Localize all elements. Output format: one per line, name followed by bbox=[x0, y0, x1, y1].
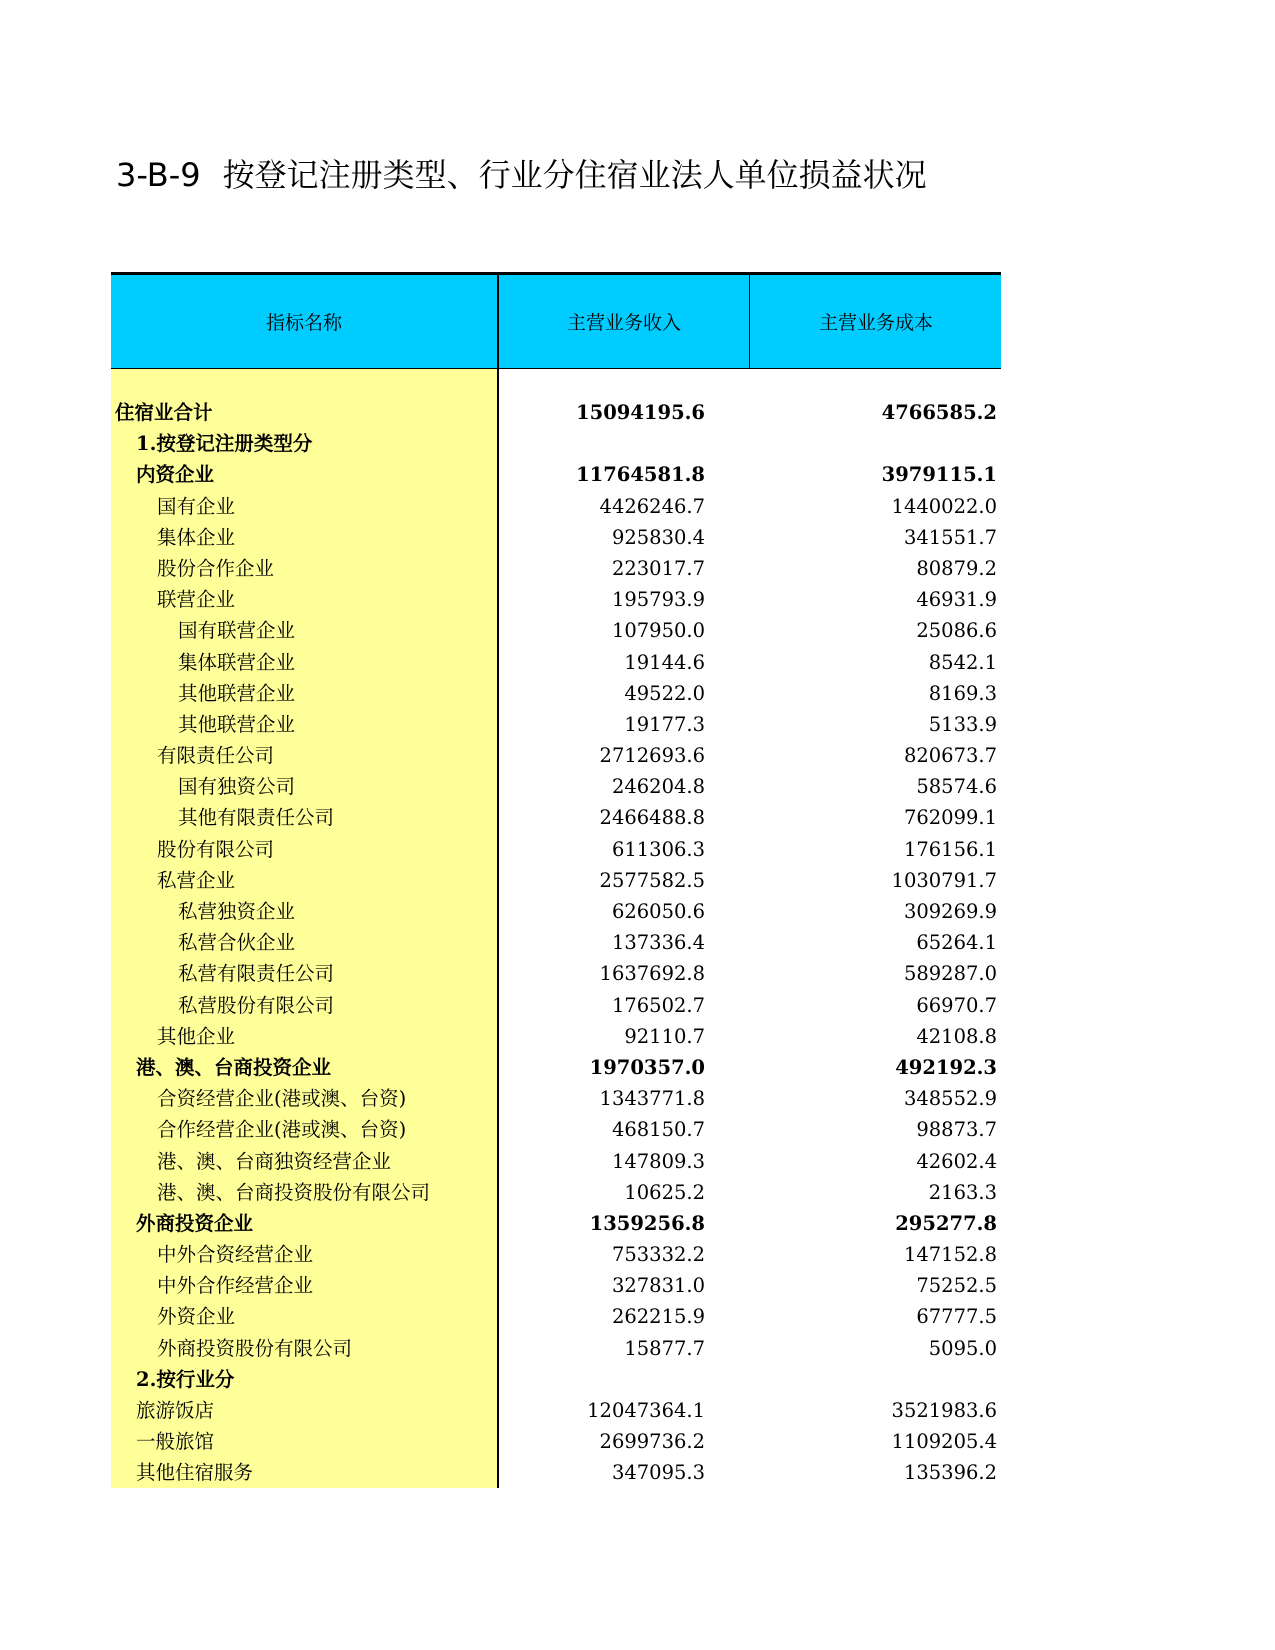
row-label: 旅游饭店 bbox=[136, 1399, 215, 1422]
table-row bbox=[111, 740, 1001, 771]
table-row bbox=[111, 896, 1001, 927]
table-row bbox=[111, 1114, 1001, 1145]
row-label: 港、澳、台商独资经营企业 bbox=[157, 1149, 392, 1173]
row-label: 合作经营企业(港或澳、台资) bbox=[157, 1118, 407, 1142]
main-revenue-value: 347095.3 bbox=[611, 1461, 705, 1485]
main-cost-value: 309269.9 bbox=[903, 900, 997, 923]
main-revenue-value: 15877.7 bbox=[624, 1336, 705, 1360]
row-label: 其他联营企业 bbox=[178, 712, 296, 736]
row-label: 合资经营企业(港或澳、台资) bbox=[157, 1087, 407, 1111]
table-row bbox=[111, 834, 1001, 865]
main-revenue-value: 195793.9 bbox=[611, 588, 705, 612]
table-row bbox=[111, 927, 1001, 958]
main-cost-value: 135396.2 bbox=[903, 1461, 997, 1485]
table-row bbox=[111, 615, 1001, 646]
table-row bbox=[111, 865, 1001, 896]
row-label: 内资企业 bbox=[136, 463, 215, 487]
table-row bbox=[111, 771, 1001, 802]
main-revenue-value: 107950.0 bbox=[611, 619, 705, 643]
table-row bbox=[111, 1052, 1001, 1083]
main-revenue-value: 12047364.1 bbox=[587, 1399, 705, 1422]
main-revenue-value: 1637692.8 bbox=[599, 962, 705, 986]
table-row bbox=[111, 1021, 1001, 1052]
row-label: 私营企业 bbox=[157, 868, 236, 892]
header-main-revenue: 主营业务收入 bbox=[566, 312, 681, 334]
row-label: 其他联营企业 bbox=[178, 681, 296, 705]
table-row bbox=[111, 802, 1001, 833]
table-row bbox=[111, 584, 1001, 615]
main-revenue-value: 92110.7 bbox=[624, 1024, 705, 1048]
row-label: 1.按登记注册类型分 bbox=[136, 432, 313, 456]
row-label: 国有企业 bbox=[157, 494, 236, 518]
table-row bbox=[111, 1270, 1001, 1301]
row-label: 股份有限公司 bbox=[157, 837, 275, 861]
table-row bbox=[111, 1301, 1001, 1332]
main-cost-value: 25086.6 bbox=[916, 619, 997, 643]
main-cost-value: 3521983.6 bbox=[891, 1399, 997, 1422]
main-revenue-value: 49522.0 bbox=[624, 681, 705, 705]
main-revenue-value: 176502.7 bbox=[611, 993, 705, 1017]
main-cost-value: 341551.7 bbox=[903, 525, 997, 549]
header-indicator-name: 指标名称 bbox=[265, 312, 342, 334]
main-cost-value: 1440022.0 bbox=[891, 494, 997, 518]
table-row bbox=[111, 1364, 1001, 1395]
table-row bbox=[111, 1177, 1001, 1208]
main-cost-value: 8542.1 bbox=[928, 650, 997, 674]
main-cost-value: 348552.9 bbox=[903, 1087, 997, 1111]
row-label: 有限责任公司 bbox=[157, 744, 275, 768]
row-label: 其他企业 bbox=[157, 1024, 236, 1048]
table-body bbox=[111, 397, 1001, 1489]
main-revenue-value: 19177.3 bbox=[624, 712, 705, 736]
row-label: 联营企业 bbox=[157, 588, 236, 612]
main-cost-value: 147152.8 bbox=[903, 1243, 997, 1267]
table-title-text: 按登记注册类型、行业分住宿业法人单位损益状况 bbox=[222, 156, 927, 194]
table-row bbox=[111, 958, 1001, 989]
table-row bbox=[111, 522, 1001, 553]
main-cost-value: 589287.0 bbox=[903, 962, 997, 986]
table-row bbox=[111, 990, 1001, 1021]
table-row bbox=[111, 1426, 1001, 1457]
row-label: 私营合伙企业 bbox=[178, 931, 296, 955]
table-row bbox=[111, 1208, 1001, 1239]
main-cost-value: 1109205.4 bbox=[891, 1430, 997, 1454]
main-revenue-value: 2577582.5 bbox=[599, 868, 705, 892]
main-revenue-value: 262215.9 bbox=[611, 1305, 705, 1329]
row-label: 集体企业 bbox=[157, 525, 236, 549]
row-label: 其他有限责任公司 bbox=[178, 806, 335, 830]
table-header bbox=[111, 275, 1001, 369]
main-cost-value: 5133.9 bbox=[928, 712, 997, 736]
main-cost-value: 762099.1 bbox=[903, 806, 997, 830]
main-cost-value: 65264.1 bbox=[916, 931, 997, 955]
row-label: 2.按行业分 bbox=[136, 1367, 235, 1391]
table-row bbox=[111, 1239, 1001, 1270]
table-row bbox=[111, 553, 1001, 584]
main-revenue-value: 2712693.6 bbox=[599, 744, 705, 768]
main-cost-value: 75252.5 bbox=[916, 1274, 997, 1298]
main-cost-value: 42108.8 bbox=[916, 1024, 997, 1048]
main-revenue-value: 11764581.8 bbox=[576, 463, 705, 487]
main-revenue-value: 4426246.7 bbox=[599, 494, 705, 518]
main-cost-value: 4766585.2 bbox=[881, 401, 997, 424]
row-label: 中外合资经营企业 bbox=[157, 1243, 314, 1267]
row-label: 外商投资企业 bbox=[136, 1211, 254, 1235]
main-cost-value: 8169.3 bbox=[928, 681, 997, 705]
table-row bbox=[111, 1083, 1001, 1114]
header-divider bbox=[749, 275, 750, 368]
table-row bbox=[111, 1395, 1001, 1426]
table-row bbox=[111, 678, 1001, 709]
data-table bbox=[111, 272, 1001, 1488]
row-label: 其他住宿服务 bbox=[136, 1461, 254, 1485]
row-label: 私营有限责任公司 bbox=[178, 962, 335, 986]
main-revenue-value: 15094195.6 bbox=[576, 401, 705, 424]
main-revenue-value: 2699736.2 bbox=[599, 1430, 705, 1454]
row-label: 私营独资企业 bbox=[178, 900, 296, 923]
table-row bbox=[111, 397, 1001, 428]
main-revenue-value: 753332.2 bbox=[611, 1243, 705, 1267]
main-revenue-value: 1343771.8 bbox=[599, 1087, 705, 1111]
row-label: 外资企业 bbox=[157, 1305, 236, 1329]
main-revenue-value: 468150.7 bbox=[611, 1118, 705, 1142]
main-revenue-value: 19144.6 bbox=[624, 650, 705, 674]
main-revenue-value: 1359256.8 bbox=[589, 1211, 705, 1235]
main-revenue-value: 223017.7 bbox=[611, 556, 705, 580]
row-label: 港、澳、台商投资企业 bbox=[136, 1055, 332, 1079]
row-label: 国有联营企业 bbox=[178, 619, 296, 643]
row-label: 国有独资公司 bbox=[178, 775, 296, 799]
main-cost-value: 492192.3 bbox=[895, 1055, 997, 1079]
table-row bbox=[111, 1457, 1001, 1488]
main-cost-value: 2163.3 bbox=[928, 1180, 997, 1204]
row-label: 私营股份有限公司 bbox=[178, 993, 335, 1017]
main-cost-value: 820673.7 bbox=[903, 744, 997, 768]
main-cost-value: 46931.9 bbox=[916, 588, 997, 612]
main-revenue-value: 1970357.0 bbox=[589, 1055, 705, 1079]
main-cost-value: 1030791.7 bbox=[891, 868, 997, 892]
main-cost-value: 176156.1 bbox=[903, 837, 997, 861]
main-revenue-value: 137336.4 bbox=[611, 931, 705, 955]
main-cost-value: 80879.2 bbox=[916, 556, 997, 580]
page-title bbox=[116, 150, 927, 196]
table-row bbox=[111, 709, 1001, 740]
header-main-cost: 主营业务成本 bbox=[818, 312, 933, 334]
main-cost-value: 66970.7 bbox=[916, 993, 997, 1017]
table-row bbox=[111, 1146, 1001, 1177]
table-code: 3-B-9 bbox=[116, 156, 201, 194]
table-row bbox=[111, 428, 1001, 459]
row-label: 股份合作企业 bbox=[157, 556, 275, 580]
main-cost-value: 5095.0 bbox=[928, 1336, 997, 1360]
main-cost-value: 3979115.1 bbox=[881, 463, 997, 487]
table-row bbox=[111, 647, 1001, 678]
row-label: 港、澳、台商投资股份有限公司 bbox=[157, 1180, 431, 1204]
main-cost-value: 295277.8 bbox=[895, 1211, 997, 1235]
main-revenue-value: 147809.3 bbox=[611, 1149, 705, 1173]
table-row bbox=[111, 459, 1001, 490]
row-label: 住宿业合计 bbox=[115, 401, 213, 424]
main-revenue-value: 2466488.8 bbox=[599, 806, 705, 830]
row-label: 中外合作经营企业 bbox=[157, 1274, 314, 1298]
main-revenue-value: 327831.0 bbox=[611, 1274, 705, 1298]
main-revenue-value: 925830.4 bbox=[611, 525, 705, 549]
header-divider bbox=[497, 275, 499, 368]
main-revenue-value: 246204.8 bbox=[611, 775, 705, 799]
row-label: 外商投资股份有限公司 bbox=[157, 1336, 353, 1360]
main-cost-value: 58574.6 bbox=[916, 775, 997, 799]
main-revenue-value: 10625.2 bbox=[624, 1180, 705, 1204]
table-row bbox=[111, 491, 1001, 522]
main-cost-value: 67777.5 bbox=[916, 1305, 997, 1329]
main-revenue-value: 611306.3 bbox=[611, 837, 705, 861]
table-row bbox=[111, 1333, 1001, 1364]
main-cost-value: 98873.7 bbox=[916, 1118, 997, 1142]
row-label: 集体联营企业 bbox=[178, 650, 296, 674]
row-label: 一般旅馆 bbox=[136, 1430, 215, 1454]
main-cost-value: 42602.4 bbox=[916, 1149, 997, 1173]
main-revenue-value: 626050.6 bbox=[611, 900, 705, 923]
